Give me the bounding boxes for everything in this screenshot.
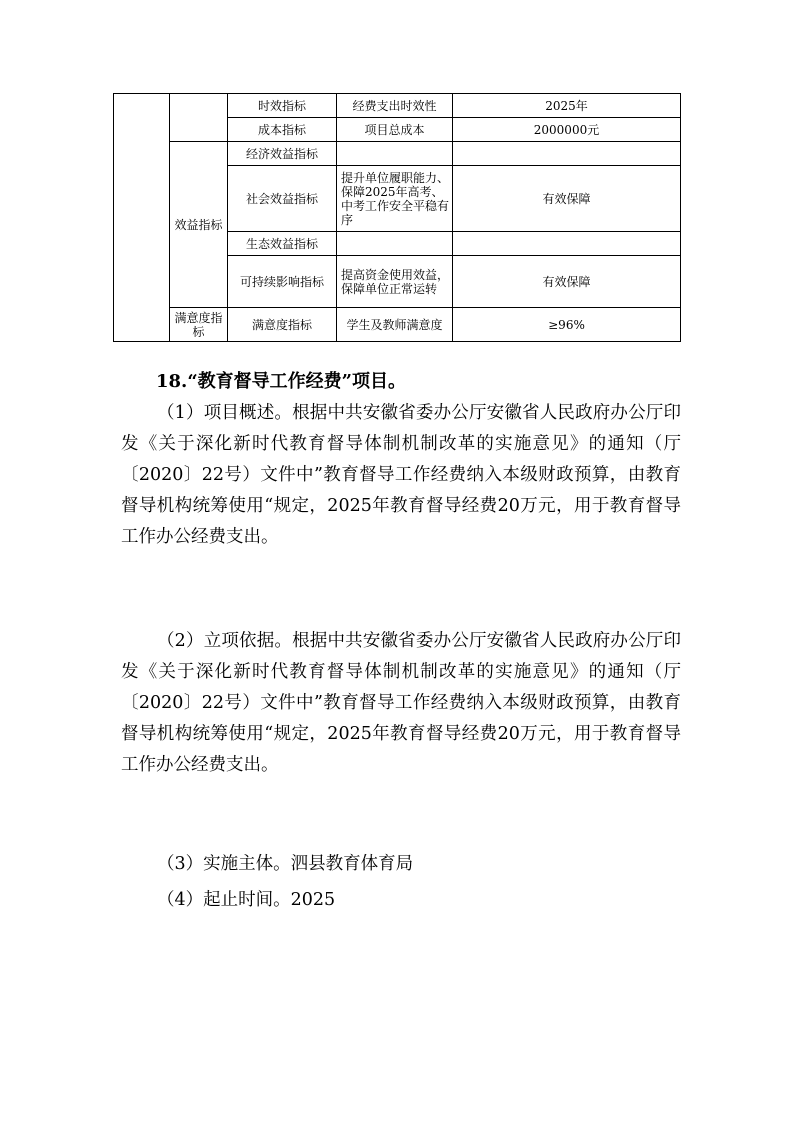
value-cell: ≥96% bbox=[453, 308, 681, 342]
level3-cell: 经济效益指标 bbox=[228, 142, 337, 166]
value-cell bbox=[453, 232, 681, 256]
content-cell: 经费支出时效性 bbox=[337, 94, 453, 118]
content-cell bbox=[337, 232, 453, 256]
section-heading: 18.“教育督导工作经费”项目。 bbox=[156, 371, 407, 392]
table-row bbox=[114, 308, 681, 342]
performance-indicator-table bbox=[113, 93, 681, 342]
level2-cell bbox=[170, 94, 228, 142]
value-cell bbox=[453, 142, 681, 166]
level3-cell: 满意度指标 bbox=[228, 308, 337, 342]
level2-cell: 效益指标 bbox=[170, 142, 228, 308]
table-row bbox=[114, 142, 681, 166]
project-overview-paragraph: （1）项目概述。根据中共安徽省委办公厅安徽省人民政府办公厅印发《关于深化新时代教育督导体制机制改革的实施意见》的通知（厅〔2020〕22号）文件中”教育督导工作经费纳入本级财政预算，由教育督导机构统筹使用“规定，2025年教育督导经费20万元，用于教育督导工作办公经费支出。 bbox=[121, 403, 681, 547]
content-cell: 提升单位履职能力、保障2025年高考、中考工作安全平稳有序 bbox=[337, 166, 453, 232]
value-cell: 有效保障 bbox=[453, 256, 681, 308]
implementing-entity-line: （3）实施主体。泗县教育体育局 bbox=[157, 854, 414, 874]
level3-cell: 社会效益指标 bbox=[228, 166, 337, 232]
level3-cell: 时效指标 bbox=[228, 94, 337, 118]
level1-cell bbox=[114, 94, 170, 342]
table-row bbox=[114, 94, 681, 118]
level3-cell: 生态效益指标 bbox=[228, 232, 337, 256]
content-cell: 项目总成本 bbox=[337, 118, 453, 142]
content-cell: 提高资金使用效益，保障单位正常运转 bbox=[337, 256, 453, 308]
content-cell bbox=[337, 142, 453, 166]
content-cell: 学生及教师满意度 bbox=[337, 308, 453, 342]
time-period-line: （4）起止时间。2025 bbox=[157, 890, 336, 910]
level3-cell: 可持续影响指标 bbox=[228, 256, 337, 308]
value-cell: 2025年 bbox=[453, 94, 681, 118]
level2-cell: 满意度指标 bbox=[170, 308, 228, 342]
project-basis-paragraph: （2）立项依据。根据中共安徽省委办公厅安徽省人民政府办公厅印发《关于深化新时代教育督导体制机制改革的实施意见》的通知（厅〔2020〕22号）文件中”教育督导工作经费纳入本级财政预算，由教育督导机构统筹使用“规定，2025年教育督导经费20万元，用于教育督导工作办公经费支出。 bbox=[121, 631, 681, 775]
value-cell: 2000000元 bbox=[453, 118, 681, 142]
level3-cell: 成本指标 bbox=[228, 118, 337, 142]
value-cell: 有效保障 bbox=[453, 166, 681, 232]
